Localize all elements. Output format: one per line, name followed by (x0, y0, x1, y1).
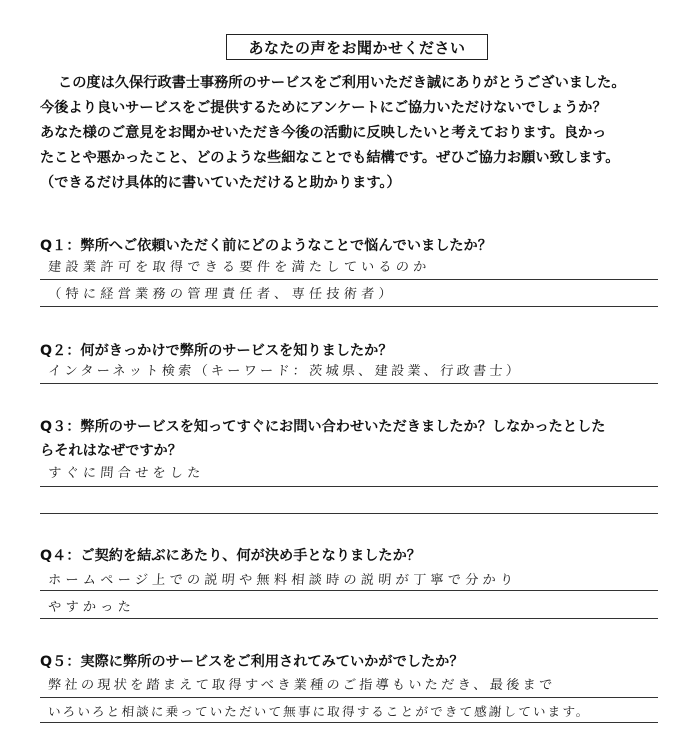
answer-rule (40, 590, 658, 591)
answer-4-line-1: ホームページ上での説明や無料相談時の説明が丁寧で分かり (47, 573, 518, 588)
answer-rule (40, 697, 658, 698)
answer-5-line-1: 弊社の現状を踏まえて取得すべき業種のご指導もいただき、最後まで (47, 678, 556, 693)
question-1: Q１：弊所へご依頼いただく前にどのようなことで悩んでいましたか？ (40, 238, 492, 254)
intro-line: たことや悪かったこと、どのような些細なことでも結構です。ぜひご協力お願い致します。 (40, 150, 620, 166)
answer-4-line-2: やすかった (47, 600, 136, 615)
intro-line: （できるだけ具体的に書いていただけると助かります。） (40, 175, 401, 191)
answer-rule (40, 722, 658, 723)
question-3-continued: らそれはなぜですか？ (40, 443, 182, 459)
answer-rule (40, 383, 658, 384)
answer-3-line-1: すぐに問合せをした (47, 466, 206, 481)
answer-2-line-1: インターネット検索（キーワード：茨城県、建設業、行政書士） (47, 364, 523, 379)
intro-line: この度は久保行政書士事務所のサービスをご利用いただき誠にありがとうございました。 (58, 75, 626, 91)
answer-5-line-2: いろいろと相談に乗っていただいて無事に取得することができて感謝しています。 (47, 704, 592, 719)
answer-rule (40, 618, 658, 619)
question-3: Q３：弊所のサービスを知ってすぐにお問い合わせいただきましたか？しなかったとした (40, 419, 606, 435)
answer-1-line-1: 建設業許可を取得できる要件を満たしているのか (47, 260, 432, 275)
answer-rule (40, 513, 658, 514)
question-2: Q２：何がきっかけで弊所のサービスを知りましたか？ (40, 343, 393, 359)
intro-line: あなた様のご意見をお聞かせいただき今後の活動に反映したいと考えております。良かっ (40, 125, 607, 141)
question-4: Q４：ご契約を結ぶにあたり、何が決め手となりましたか？ (40, 548, 421, 564)
question-5: Q５：実際に弊所のサービスをご利用されてみていかがでしたか？ (40, 654, 464, 670)
answer-rule (40, 486, 658, 487)
intro-line: 今後より良いサービスをご提供するためにアンケートにご協力いただけないでしょうか？ (40, 100, 607, 116)
intro-text (40, 71, 680, 196)
answer-rule (40, 279, 658, 280)
answer-1-line-2: （特に経営業務の管理責任者、専任技術者） (47, 287, 397, 302)
answer-rule (40, 306, 658, 307)
survey-title: あなたの声をお聞かせください (226, 34, 488, 60)
